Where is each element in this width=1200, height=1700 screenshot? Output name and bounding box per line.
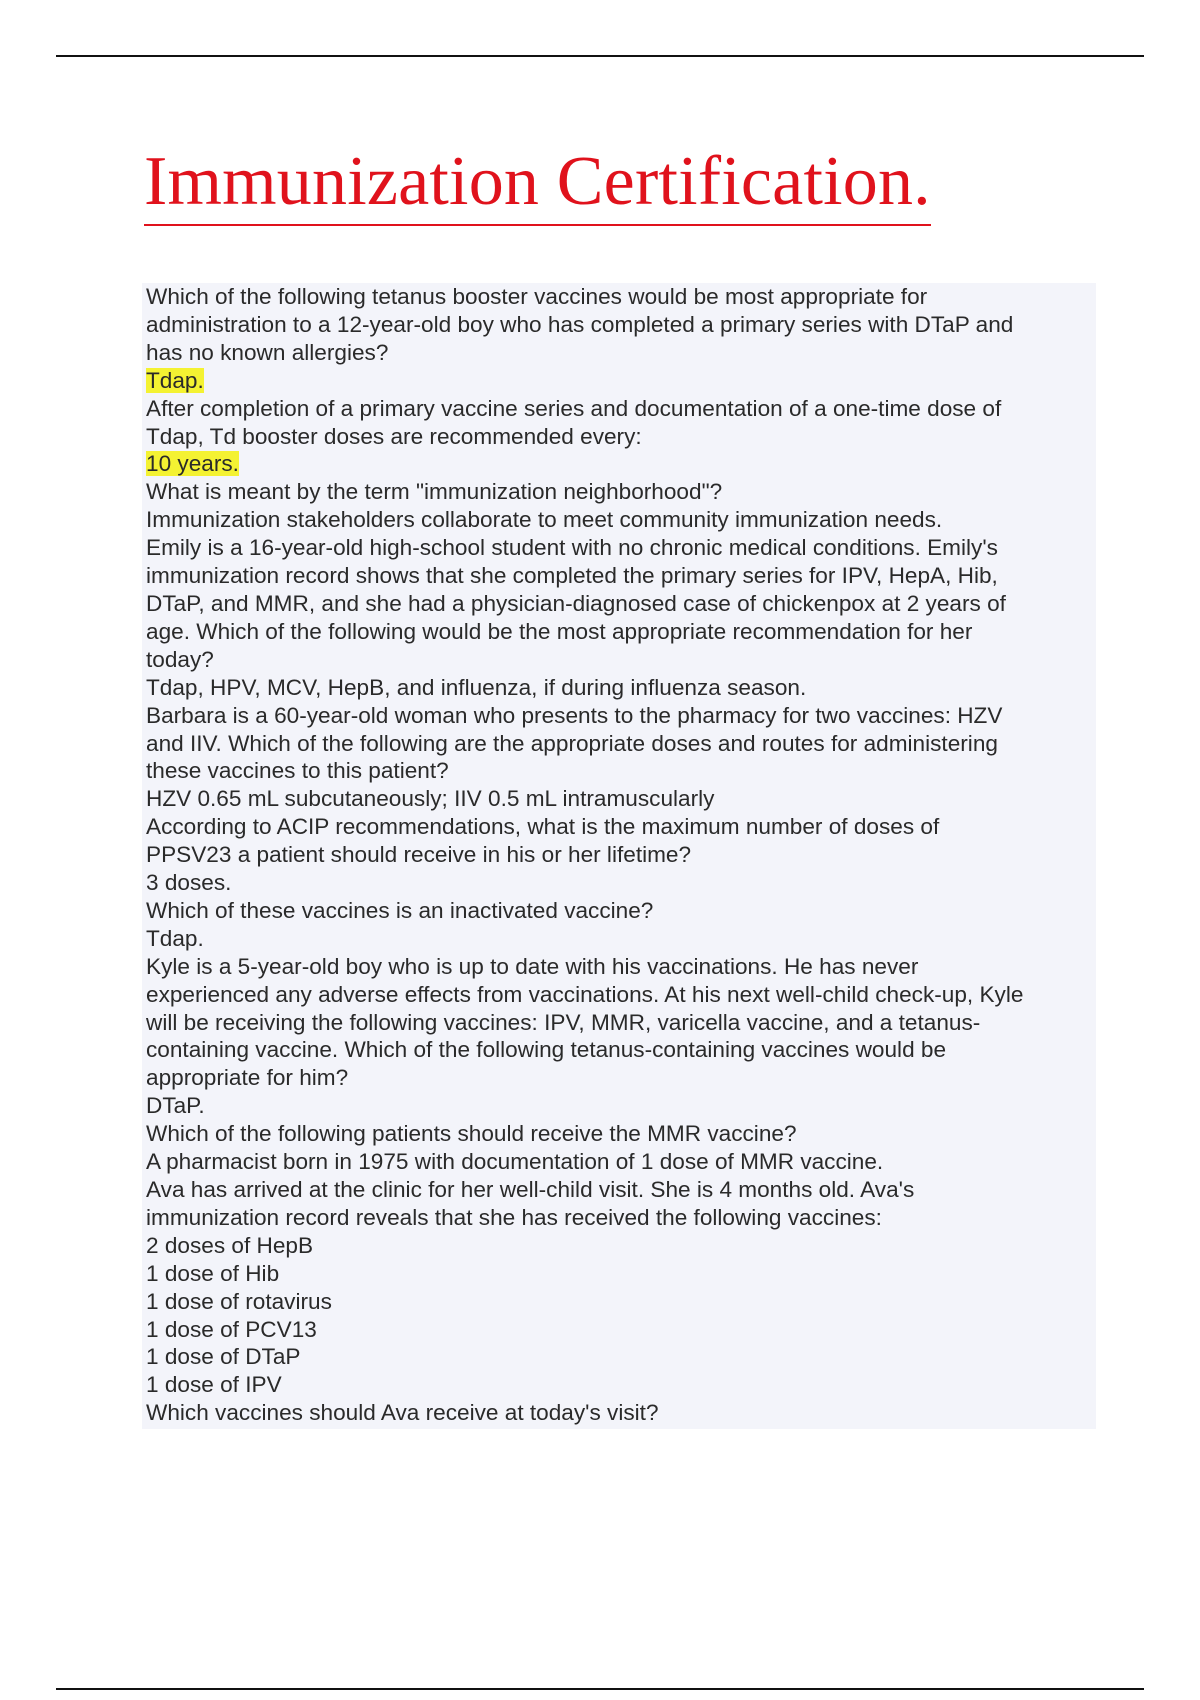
highlighted-answer: 10 years. bbox=[146, 451, 239, 477]
text-line bbox=[146, 1316, 1096, 1344]
line-text: 1 dose of Hib bbox=[146, 1260, 280, 1286]
text-line bbox=[146, 1371, 1096, 1399]
line-text: Immunization stakeholders collaborate to meet community immunization needs. bbox=[146, 507, 943, 533]
text-line bbox=[146, 925, 1096, 953]
text-line bbox=[146, 897, 1096, 925]
line-text: Emily is a 16-year-old high-school student with no chronic medical conditions. Emily's bbox=[146, 535, 998, 561]
line-text: appropriate for him? bbox=[146, 1065, 349, 1091]
text-line bbox=[146, 506, 1096, 534]
line-text: After completion of a primary vaccine series and documentation of a one-time dose of bbox=[146, 395, 1002, 421]
line-text: PPSV23 a patient should receive in his or her lifetime? bbox=[146, 842, 692, 868]
line-text: Tdap. bbox=[146, 925, 204, 951]
line-text: According to ACIP recommendations, what is the maximum number of doses of bbox=[146, 814, 940, 840]
text-line bbox=[146, 1399, 1096, 1427]
line-text: HZV 0.65 mL subcutaneously; IIV 0.5 mL intramuscularly bbox=[146, 786, 715, 812]
line-text: Which vaccines should Ava receive at today's visit? bbox=[146, 1400, 659, 1426]
qa-content bbox=[142, 283, 1096, 1429]
text-line bbox=[146, 1260, 1096, 1288]
text-line bbox=[146, 981, 1096, 1009]
line-text: DTaP. bbox=[146, 1093, 205, 1119]
line-text: and IIV. Which of the following are the appropriate doses and routes for administering bbox=[146, 730, 998, 756]
text-line bbox=[146, 1092, 1096, 1120]
text-line bbox=[146, 1343, 1096, 1371]
text-line bbox=[146, 841, 1096, 869]
line-text: A pharmacist born in 1975 with documentation of 1 dose of MMR vaccine. bbox=[146, 1149, 884, 1175]
text-line bbox=[146, 1204, 1096, 1232]
text-line bbox=[146, 730, 1096, 758]
page-title: Immunization Certification. bbox=[144, 140, 931, 226]
text-line bbox=[146, 813, 1096, 841]
text-line bbox=[146, 646, 1096, 674]
text-line bbox=[146, 395, 1096, 423]
line-text: 1 dose of IPV bbox=[146, 1372, 282, 1398]
line-text: age. Which of the following would be the most appropriate recommendation for her bbox=[146, 618, 973, 644]
text-line bbox=[146, 478, 1096, 506]
text-line bbox=[146, 785, 1096, 813]
highlighted-answer-line bbox=[146, 367, 1096, 395]
text-line bbox=[146, 618, 1096, 646]
text-line bbox=[146, 869, 1096, 897]
text-line bbox=[146, 674, 1096, 702]
text-line bbox=[146, 1148, 1096, 1176]
line-text: Which of the following tetanus booster vaccines would be most appropriate for bbox=[146, 284, 928, 309]
line-text: experienced any adverse effects from vaccinations. At his next well-child check-up, Kyle bbox=[146, 981, 1024, 1007]
line-text: has no known allergies? bbox=[146, 339, 389, 365]
line-text: administration to a 12-year-old boy who has completed a primary series with DTaP and bbox=[146, 311, 1014, 337]
text-line bbox=[146, 283, 1096, 311]
highlighted-answer: Tdap. bbox=[146, 367, 204, 393]
line-text: Barbara is a 60-year-old woman who presents to the pharmacy for two vaccines: HZV bbox=[146, 702, 1003, 728]
line-text: containing vaccine. Which of the following tetanus-containing vaccines would be bbox=[146, 1037, 947, 1063]
text-line bbox=[146, 339, 1096, 367]
line-text: Which of these vaccines is an inactivated vaccine? bbox=[146, 897, 654, 923]
line-text: Tdap, Td booster doses are recommended every: bbox=[146, 423, 642, 449]
line-text: Kyle is a 5-year-old boy who is up to date with his vaccinations. He has never bbox=[146, 953, 919, 979]
text-line bbox=[146, 953, 1096, 981]
line-text: Ava has arrived at the clinic for her well-child visit. She is 4 months old. Ava's bbox=[146, 1177, 915, 1202]
line-text: DTaP, and MMR, and she had a physician-diagnosed case of chickenpox at 2 years of bbox=[146, 590, 1006, 616]
line-text: Which of the following patients should receive the MMR vaccine? bbox=[146, 1121, 797, 1147]
text-line bbox=[146, 562, 1096, 590]
line-text: these vaccines to this patient? bbox=[146, 758, 449, 784]
text-line bbox=[146, 757, 1096, 785]
line-text: 1 dose of PCV13 bbox=[146, 1316, 317, 1342]
title-block bbox=[144, 140, 931, 226]
text-line bbox=[146, 1036, 1096, 1064]
text-line bbox=[146, 1176, 1096, 1204]
text-line bbox=[146, 423, 1096, 451]
line-text: will be receiving the following vaccines: IPV, MMR, varicella vaccine, and a tetanus- bbox=[146, 1009, 981, 1035]
highlighted-answer-line bbox=[146, 450, 1096, 478]
line-text: 2 doses of HepB bbox=[146, 1232, 314, 1258]
line-text: Tdap, HPV, MCV, HepB, and influenza, if during influenza season. bbox=[146, 674, 807, 700]
text-line bbox=[146, 1009, 1096, 1037]
text-line bbox=[146, 1120, 1096, 1148]
text-line bbox=[146, 1288, 1096, 1316]
line-text: today? bbox=[146, 646, 214, 672]
line-text: What is meant by the term "immunization neighborhood"? bbox=[146, 479, 723, 505]
text-line bbox=[146, 1064, 1096, 1092]
top-rule bbox=[56, 55, 1144, 57]
text-line bbox=[146, 1232, 1096, 1260]
bottom-rule bbox=[56, 1688, 1144, 1690]
line-text: immunization record shows that she completed the primary series for IPV, HepA, Hib, bbox=[146, 563, 998, 589]
text-line bbox=[146, 311, 1096, 339]
line-text: 3 doses. bbox=[146, 870, 232, 896]
text-line bbox=[146, 534, 1096, 562]
line-text: 1 dose of rotavirus bbox=[146, 1288, 332, 1314]
line-text: 1 dose of DTaP bbox=[146, 1344, 301, 1370]
line-text: immunization record reveals that she has received the following vaccines: bbox=[146, 1204, 882, 1230]
text-line bbox=[146, 590, 1096, 618]
text-line bbox=[146, 702, 1096, 730]
